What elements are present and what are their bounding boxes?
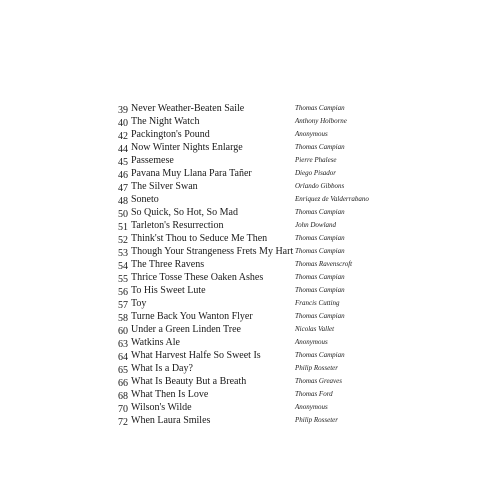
piece-title: Think'st Thou to Seduce Me Then [131, 233, 268, 244]
page-number: 70 [118, 404, 128, 415]
piece-title: Turne Back You Wanton Flyer [131, 311, 253, 322]
piece-title: What Harvest Halfe So Sweet Is [131, 350, 261, 361]
list-item [118, 141, 398, 154]
page-number: 51 [118, 222, 128, 233]
list-item [118, 167, 398, 180]
composer-name: Thomas Campian [295, 104, 345, 112]
page-number: 63 [118, 339, 128, 350]
page-number: 46 [118, 170, 128, 181]
page-number: 44 [118, 144, 128, 155]
composer-name: Orlando Gibbons [295, 182, 345, 190]
list-item [118, 258, 398, 271]
piece-title: What Is Beauty But a Breath [131, 376, 247, 387]
page-number: 52 [118, 235, 128, 246]
list-item [118, 375, 398, 388]
page-number: 45 [118, 157, 128, 168]
piece-title: So Quick, So Hot, So Mad [131, 207, 238, 218]
composer-name: Thomas Campian [295, 351, 345, 359]
list-item [118, 388, 398, 401]
page-number: 55 [118, 274, 128, 285]
page-number: 57 [118, 300, 128, 311]
composer-name: Anonymous [295, 403, 328, 411]
piece-title: Soneto [131, 194, 159, 205]
page-number: 72 [118, 417, 128, 428]
page-number: 47 [118, 183, 128, 194]
composer-name: Francis Cutting [295, 299, 340, 307]
piece-title: Watkins Ale [131, 337, 180, 348]
list-item [118, 102, 398, 115]
piece-title: Under a Green Linden Tree [131, 324, 241, 335]
page-number: 64 [118, 352, 128, 363]
list-item [118, 336, 398, 349]
list-item [118, 284, 398, 297]
list-item [118, 206, 398, 219]
piece-title: What Then Is Love [131, 389, 209, 400]
composer-name: Anonymous [295, 130, 328, 138]
list-item [118, 310, 398, 323]
composer-name: Anonymous [295, 338, 328, 346]
composer-name: Thomas Greaves [295, 377, 342, 385]
piece-title: To His Sweet Lute [131, 285, 206, 296]
composer-name: Thomas Campian [295, 208, 345, 216]
piece-title: The Three Ravens [131, 259, 205, 270]
composer-name: Thomas Ford [295, 390, 333, 398]
list-item [118, 349, 398, 362]
contents-list [118, 102, 398, 427]
page-number: 42 [118, 131, 128, 142]
page-number: 48 [118, 196, 128, 207]
composer-name: Thomas Campian [295, 286, 345, 294]
list-item [118, 401, 398, 414]
list-item [118, 115, 398, 128]
piece-title: Toy [131, 298, 147, 309]
list-item [118, 219, 398, 232]
piece-title: The Silver Swan [131, 181, 198, 192]
composer-name: Thomas Campian [295, 312, 345, 320]
list-item [118, 180, 398, 193]
piece-title: Tarleton's Resurrection [131, 220, 224, 231]
page-number: 68 [118, 391, 128, 402]
composer-name: Thomas Campian [295, 273, 345, 281]
list-item [118, 193, 398, 206]
list-item [118, 323, 398, 336]
list-item [118, 232, 398, 245]
list-item [118, 128, 398, 141]
list-item [118, 362, 398, 375]
piece-title: Now Winter Nights Enlarge [131, 142, 243, 153]
list-item [118, 297, 398, 310]
composer-name: Diego Pisador [295, 169, 337, 177]
page-number: 56 [118, 287, 128, 298]
page-number: 53 [118, 248, 128, 259]
page-number: 65 [118, 365, 128, 376]
list-item [118, 271, 398, 284]
composer-name: John Dowland [295, 221, 337, 229]
list-item [118, 245, 398, 258]
piece-title: Pavana Muy Llana Para Tañer [131, 168, 252, 179]
page-number: 66 [118, 378, 128, 389]
piece-title: Packington's Pound [131, 129, 210, 140]
composer-name: Philip Rosseter [295, 364, 338, 372]
piece-title: Passemese [131, 155, 174, 166]
piece-title: Wilson's Wilde [131, 402, 192, 413]
composer-name: Nicolas Vallet [295, 325, 335, 333]
page-number: 58 [118, 313, 128, 324]
piece-title: Though Your Strangeness Frets My Hart [131, 246, 294, 257]
page-number: 60 [118, 326, 128, 337]
composer-name: Philip Rosseter [295, 416, 338, 424]
composer-name: Thomas Campian [295, 143, 345, 151]
composer-name: Anthony Holborne [295, 117, 347, 125]
composer-name: Thomas Campian [295, 234, 345, 242]
page-number: 54 [118, 261, 128, 272]
page-number: 40 [118, 118, 128, 129]
piece-title: Never Weather-Beaten Saile [131, 103, 245, 114]
composer-name: Thomas Ravenscroft [295, 260, 353, 268]
composer-name: Enriquez de Valderrabano [295, 195, 369, 203]
composer-name: Thomas Campian [295, 247, 345, 255]
page-number: 50 [118, 209, 128, 220]
piece-title: When Laura Smiles [131, 415, 211, 426]
piece-title: What Is a Day? [131, 363, 193, 374]
page-number: 39 [118, 105, 128, 116]
composer-name: Pierre Phalese [295, 156, 337, 164]
piece-title: The Night Watch [131, 116, 200, 127]
piece-title: Thrice Tosse These Oaken Ashes [131, 272, 264, 283]
list-item [118, 154, 398, 167]
list-item [118, 414, 398, 427]
